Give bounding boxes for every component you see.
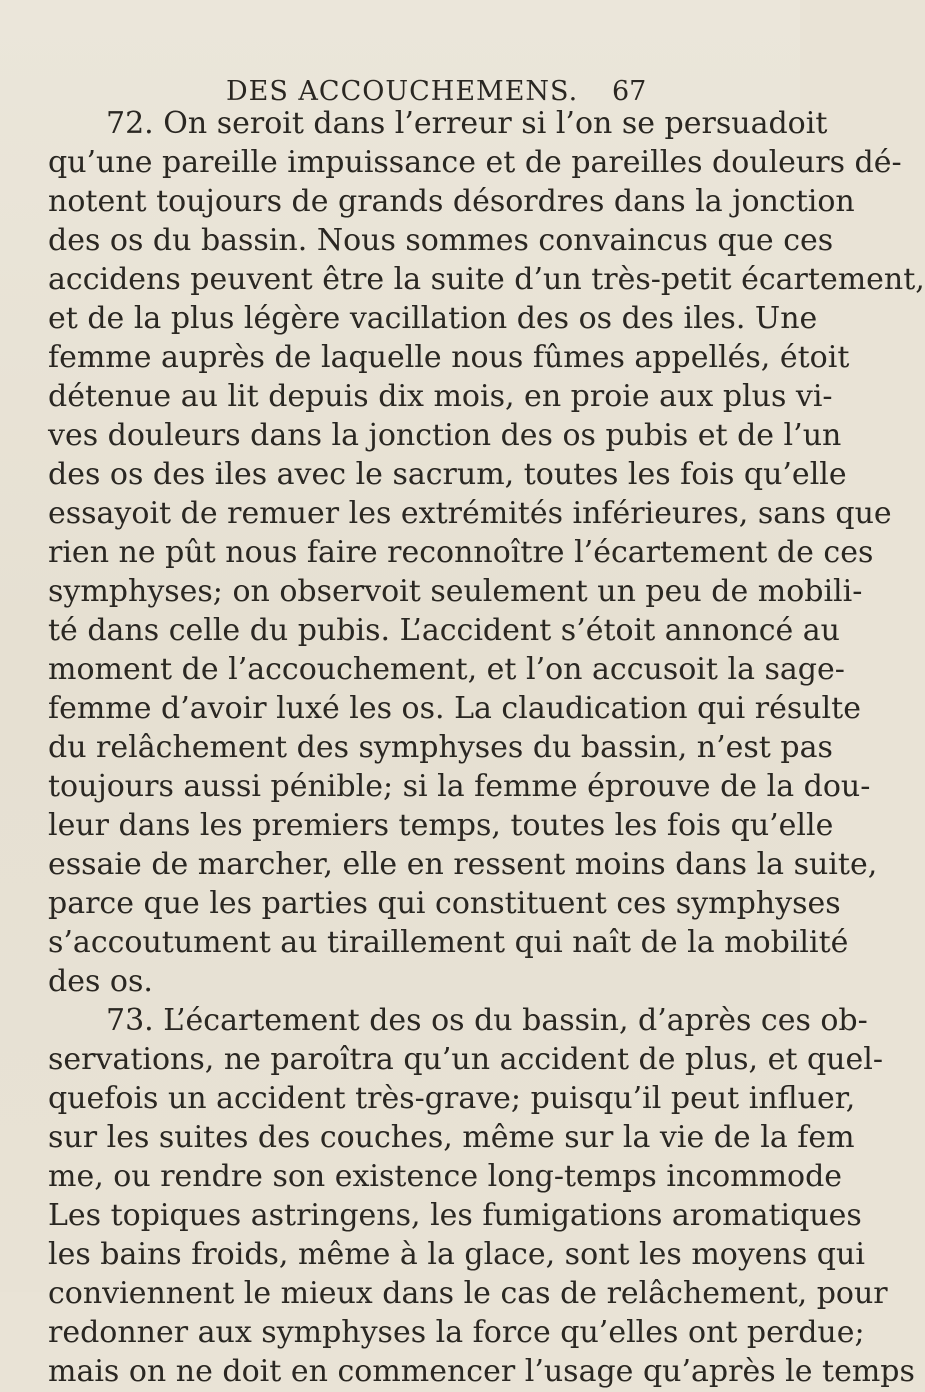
text-line: quefois un accident très-grave; puisqu’il peut influer, bbox=[48, 1081, 856, 1116]
text-line: ves douleurs dans la jonction des os pubis et de l’un bbox=[48, 418, 842, 453]
page-number: 67 bbox=[612, 76, 647, 107]
text-line: mais on ne doit en commencer l’usage qu’après le temps bbox=[48, 1354, 915, 1389]
text-line: servations, ne paroîtra qu’un accident de plus, et quel- bbox=[48, 1042, 883, 1077]
text-line: des os. bbox=[48, 964, 153, 999]
text-line: rien ne pût nous faire reconnoître l’écartement de ces bbox=[48, 535, 874, 570]
text-line: parce que les parties qui constituent ces symphyses bbox=[48, 886, 841, 921]
text-line: qu’une pareille impuissance et de pareilles douleurs dé- bbox=[48, 145, 902, 180]
text-line: toujours aussi pénible; si la femme éprouve de la dou- bbox=[48, 769, 871, 804]
text-line: essayoit de remuer les extrémités inférieures, sans que bbox=[48, 496, 892, 531]
text-line: notent toujours de grands désordres dans la jonction bbox=[48, 184, 855, 219]
text-line: s’accoutument au tiraillement qui naît de la mobilité bbox=[48, 925, 849, 960]
text-line: les bains froids, même à la glace, sont les moyens qui bbox=[48, 1237, 865, 1272]
text-line: des os du bassin. Nous sommes convaincus que ces bbox=[48, 223, 834, 258]
text-line: des os des iles avec le sacrum, toutes les fois qu’elle bbox=[48, 457, 847, 492]
running-title: DES ACCOUCHEMENS. bbox=[226, 76, 579, 107]
text-line: femme auprès de laquelle nous fûmes appellés, étoit bbox=[48, 340, 850, 375]
text-line: détenue au lit depuis dix mois, en proie aux plus vi- bbox=[48, 379, 833, 414]
text-line: conviennent le mieux dans le cas de relâchement, pour bbox=[48, 1276, 888, 1311]
text-line: 72. On seroit dans l’erreur si l’on se persuadoit bbox=[106, 106, 828, 141]
text-line: 73. L’écartement des os du bassin, d’après ces ob- bbox=[106, 1003, 868, 1038]
text-line: et de la plus légère vacillation des os des iles. Une bbox=[48, 301, 818, 336]
text-line: moment de l’accouchement, et l’on accusoit la sage- bbox=[48, 652, 845, 687]
text-line: du relâchement des symphyses du bassin, n’est pas bbox=[48, 730, 833, 765]
text-line: accidens peuvent être la suite d’un très-petit écartement, bbox=[48, 262, 925, 297]
text-line: té dans celle du pubis. L’accident s’étoit annoncé au bbox=[48, 613, 840, 648]
text-line: symphyses; on observoit seulement un peu de mobili- bbox=[48, 574, 863, 609]
text-line: femme d’avoir luxé les os. La claudication qui résulte bbox=[48, 691, 861, 726]
text-line: leur dans les premiers temps, toutes les fois qu’elle bbox=[48, 808, 834, 843]
text-line: redonner aux symphyses la force qu’elles ont perdue; bbox=[48, 1315, 865, 1350]
text-line: Les topiques astringens, les fumigations aromatiques bbox=[48, 1198, 862, 1233]
text-line: sur les suites des couches, même sur la vie de la fem bbox=[48, 1120, 855, 1155]
text-line: essaie de marcher, elle en ressent moins dans la suite, bbox=[48, 847, 878, 882]
text-line: me, ou rendre son existence long-temps incommode bbox=[48, 1159, 843, 1194]
